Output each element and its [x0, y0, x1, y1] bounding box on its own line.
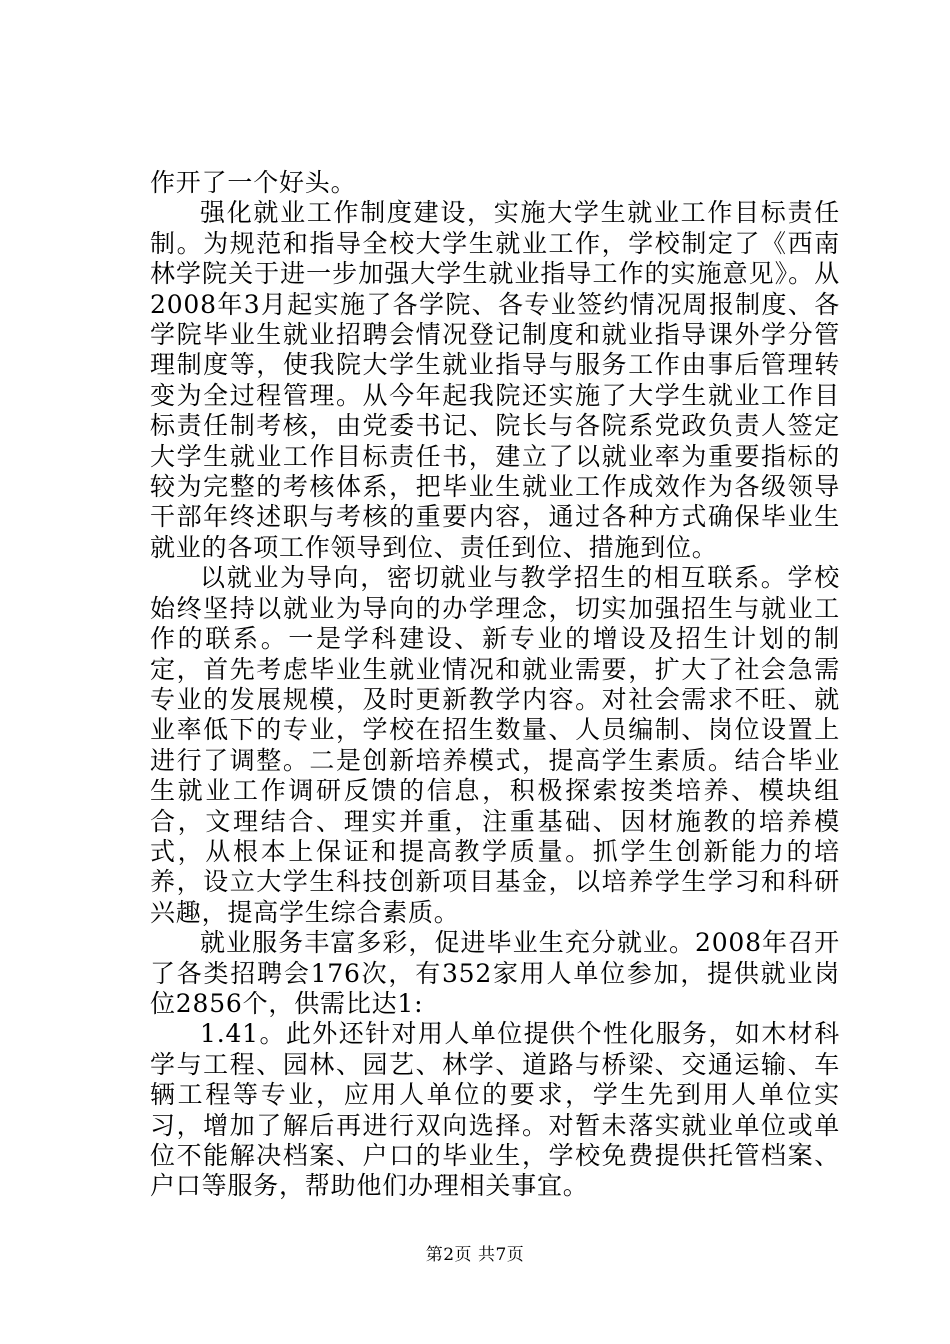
body-text: [150, 168, 840, 1202]
page-footer: [0, 1240, 950, 1265]
page-number: 第2页: [425, 1245, 473, 1265]
paragraph-continuation: 作开了一个好头。: [150, 168, 357, 197]
page-total: 共7页: [477, 1245, 525, 1265]
paragraph-personalized-services: 1.41。此外还针对用人单位提供个性化服务，如木材科学与工程、园林、园艺、林学、道路与桥梁、交通运输、车辆工程等专业，应用人单位的要求，学生先到用人单位实习，增加了解后再进行双向选择。对暂未落实就业单位或单位不能解决档案、户口的毕业生，学校免费提供托管档案、户口等服务，帮助他们办理相关事宜。: [150, 1019, 840, 1201]
paragraph-employment-system: 强化就业工作制度建设，实施大学生就业工作目标责任制。为规范和指导全校大学生就业工作，学校制定了《西南林学院关于进一步加强大学生就业指导工作的实施意见》。从2008年3月起实施了各学院、各专业签约情况周报制度、各学院毕业生就业招聘会情况登记制度和就业指导课外学分管理制度等，使我院大学生就业指导与服务工作由事后管理转变为全过程管理。从今年起我院还实施了大学生就业工作目标责任制考核，由党委书记、院长与各院系党政负责人签定大学生就业工作目标责任书，建立了以就业率为重要指标的较为完整的考核体系，把毕业生就业工作成效作为各级领导干部年终述职与考核的重要内容，通过各种方式确保毕业生就业的各项工作领导到位、责任到位、措施到位。: [150, 198, 840, 562]
paragraph-employment-services: 就业服务丰富多彩，促进毕业生充分就业。2008年召开了各类招聘会176次，有352家用人单位参加，提供就业岗位2856个，供需比达1:: [150, 928, 840, 1018]
paragraph-employment-orientation: 以就业为导向，密切就业与教学招生的相互联系。学校始终坚持以就业为导向的办学理念，切实加强招生与就业工作的联系。一是学科建设、新专业的增设及招生计划的制定，首先考虑毕业生就业情况和就业需要，扩大了社会急需专业的发展规模，及时更新教学内容。对社会需求不旺、就业率低下的专业，学校在招生数量、人员编制、岗位设置上进行了调整。二是创新培养模式，提高学生素质。结合毕业生就业工作调研反馈的信息，积极探索按类培养、模块组合，文理结合、理实并重，注重基础、因材施教的培养模式，从根本上保证和提高教学质量。抓学生创新能力的培养，设立大学生科技创新项目基金，以培养学生学习和科研兴趣，提高学生综合素质。: [150, 563, 840, 927]
